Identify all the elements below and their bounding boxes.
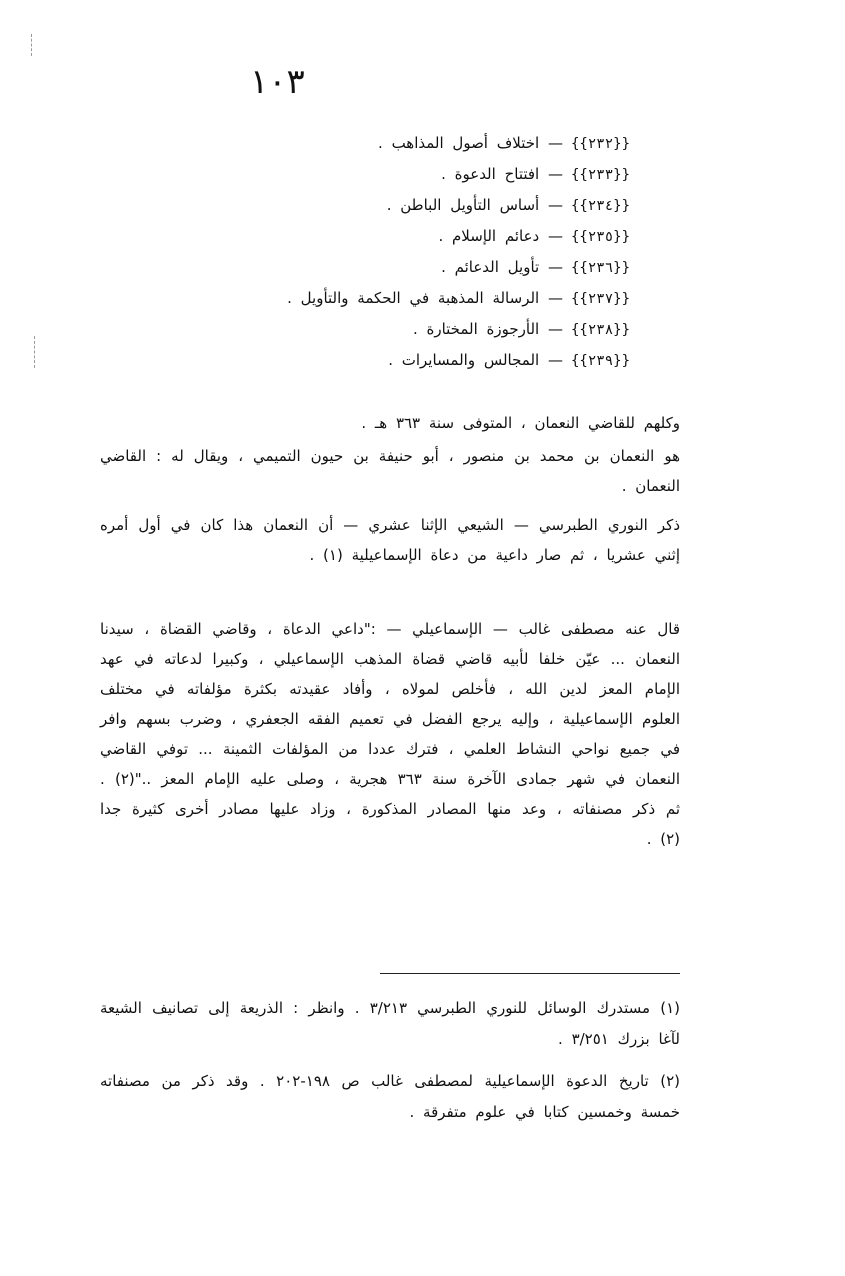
tabarsi-quote-paragraph: ذكر النوري الطبرسي — الشيعي الإثنا عشري — أن النعمان هذا كان في أول أمره إثني عشريا ، ثم صار داعية من دعاة الإسماعيلية (١) . (100, 516, 680, 564)
list-item-text: — تأويل الدعائم . (441, 258, 563, 276)
list-item-text: — أساس التأويل الباطن . (386, 196, 563, 214)
list-item (140, 283, 630, 314)
page-number: ١٠٣ (250, 62, 305, 102)
list-item-text: — افتتاح الدعوة . (441, 165, 563, 183)
list-item (140, 190, 630, 221)
list-item (140, 252, 630, 283)
list-item-number: {{٢٣٦}} (570, 260, 630, 276)
biography-paragraph: هو النعمان بن محمد بن منصور ، أبو حنيفة بن حيون التميمي ، ويقال له : القاضي النعمان . (100, 447, 680, 495)
list-item (140, 221, 630, 252)
footnote-divider (380, 973, 680, 974)
list-item-text: — المجالس والمسايرات . (388, 351, 563, 369)
list-item (140, 345, 630, 376)
list-item-number: {{٢٣٧}} (570, 291, 630, 307)
ghalib-quote-paragraph: قال عنه مصطفى غالب — الإسماعيلي — :"داعي الدعاة ، وقاضي القضاة ، سيدنا النعمان ... عيّن خلفا لأبيه قاضي قضاة المذهب الإسماعيلي ، وكبيرا لدعاته في عهد الإمام المعز لدين الله ، فأخلص لمولاه ، وأفاد عقيدته بكثرة مؤلفاته في مختلف العلوم الإسماعيلية ، وإليه يرجع الفضل في تعميم الفقه الجعفري ، وضرب بسهم وافر في جميع نواحي النشاط العلمي ، فترك عددا من المؤلفات الثمينة ... توفي القاضي النعمان في شهر جمادى الآخرة سنة ٣٦٣ هجرية ، وصلى عليه الإمام المعز .."(٢) . ثم ذكر مصنفاته ، وعد منها المصادر المذكورة ، وزاد عليها مصادر أخرى كثيرة جدا (٢) . (100, 620, 680, 848)
list-item (140, 128, 630, 159)
list-item-number: {{٢٣٤}} (570, 198, 630, 214)
list-item (140, 314, 630, 345)
scan-margin-mark-top (31, 34, 33, 56)
list-item-text: — اختلاف أصول المذاهب . (378, 134, 563, 152)
list-item-text: — الرسالة المذهبة في الحكمة والتأويل . (287, 289, 563, 307)
list-item-number: {{٢٣٢}} (570, 136, 630, 152)
attribution-line: وكلهم للقاضي النعمان ، المتوفى سنة ٣٦٣ هـ . (361, 414, 680, 432)
list-item-text: — دعائم الإسلام . (438, 227, 563, 245)
list-item-number: {{٢٣٥}} (570, 229, 630, 245)
footnote-1: (١) مستدرك الوسائل للنوري الطبرسي ٣/٢١٣ . وانظر : الذريعة إلى تصانيف الشيعة لآغا بزرك ٣/٢٥١ . (100, 999, 680, 1048)
footnote-2: (٢) تاريخ الدعوة الإسماعيلية لمصطفى غالب ص ١٩٨-٢٠٢ . وقد ذكر من مصنفاته خمسة وخمسين كتابا في علوم متفرقة . (100, 1072, 681, 1121)
list-item-number: {{٢٣٩}} (570, 353, 630, 369)
scan-margin-mark-middle (34, 336, 36, 368)
list-item-text: — الأرجوزة المختارة . (412, 320, 563, 338)
list-item-number: {{٢٣٨}} (570, 322, 630, 338)
list-item-number: {{٢٣٣}} (570, 167, 630, 183)
list-item (140, 159, 630, 190)
book-list (140, 128, 630, 376)
